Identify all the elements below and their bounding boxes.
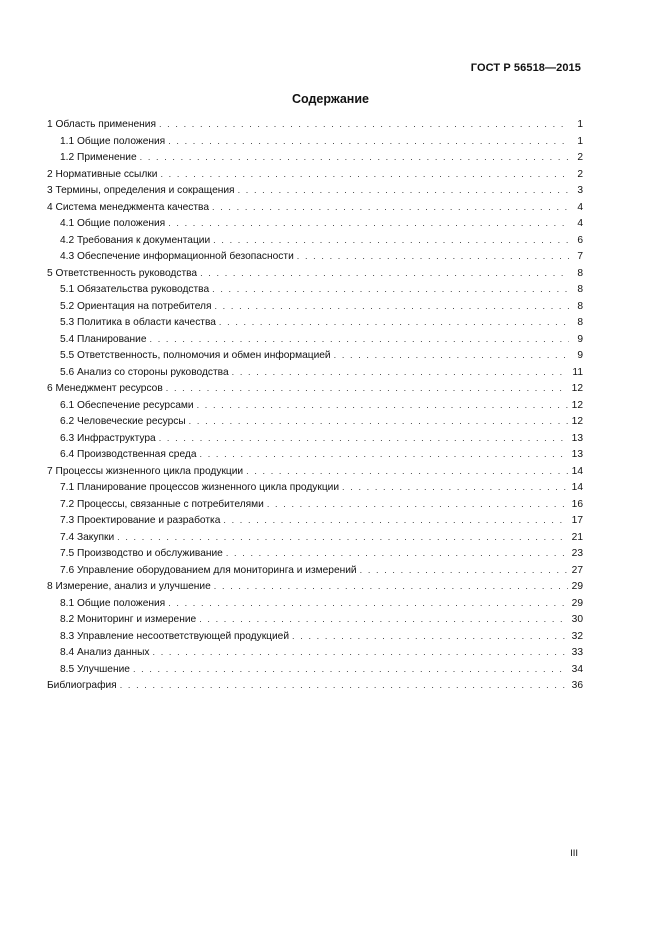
toc-entry[interactable] <box>47 499 583 516</box>
toc-dot-leader <box>200 268 569 278</box>
toc-dot-leader <box>342 482 568 492</box>
toc-entry[interactable] <box>47 152 583 169</box>
toc-entry[interactable] <box>47 383 583 400</box>
toc-entry-page: 4 <box>577 218 583 229</box>
toc-dot-leader <box>214 301 569 311</box>
table-of-contents <box>47 119 583 697</box>
toc-entry[interactable] <box>47 565 583 582</box>
toc-entry-page: 33 <box>571 647 583 658</box>
toc-entry[interactable] <box>47 614 583 631</box>
toc-entry[interactable] <box>47 301 583 318</box>
toc-entry-page: 30 <box>571 614 583 625</box>
toc-entry[interactable] <box>47 532 583 549</box>
toc-dot-leader <box>168 218 569 228</box>
toc-entry-label: 8.2 Мониторинг и измерение <box>60 614 197 625</box>
toc-entry-page: 7 <box>577 251 583 262</box>
toc-entry-label: 5.3 Политика в области качества <box>60 317 216 328</box>
toc-entry-page: 36 <box>571 680 583 691</box>
toc-entry-label: 8.3 Управление несоответствующей продукцией <box>60 630 290 642</box>
toc-dot-leader <box>168 136 569 146</box>
toc-dot-leader <box>160 169 569 179</box>
toc-entry-label: 4 Система менеджмента качества <box>47 201 210 213</box>
toc-entry-label: 7.3 Проектирование и разработка <box>60 515 221 526</box>
toc-entry-page: 2 <box>577 152 583 163</box>
toc-dot-leader <box>212 284 569 294</box>
toc-entry-page: 14 <box>571 465 583 477</box>
toc-entry-label: 1.2 Применение <box>60 152 137 163</box>
toc-entry-label: 4.2 Требования к документации <box>60 234 211 246</box>
toc-dot-leader <box>214 581 568 591</box>
toc-dot-leader <box>334 350 569 360</box>
toc-entry[interactable] <box>47 416 583 433</box>
toc-entry-label: 8 Измерение, анализ и улучшение <box>47 581 211 592</box>
toc-entry-label: 1 Область применения <box>47 119 156 130</box>
toc-entry[interactable] <box>47 548 583 565</box>
toc-entry[interactable] <box>47 598 583 615</box>
toc-entry[interactable] <box>47 119 583 136</box>
toc-entry[interactable] <box>47 433 583 450</box>
toc-entry-page: 9 <box>577 350 583 361</box>
toc-entry-label: 6.4 Производственная среда <box>60 449 197 460</box>
document-code: ГОСТ Р 56518—2015 <box>470 62 581 74</box>
toc-dot-leader <box>197 400 568 410</box>
toc-dot-leader <box>246 466 568 476</box>
toc-dot-leader <box>159 433 568 443</box>
toc-dot-leader <box>140 152 569 162</box>
toc-entry-page: 8 <box>577 317 583 328</box>
page-number: III <box>570 848 578 859</box>
toc-entry[interactable] <box>47 482 583 499</box>
toc-dot-leader <box>226 548 568 558</box>
toc-entry[interactable] <box>47 664 583 681</box>
toc-entry[interactable] <box>47 647 583 664</box>
toc-entry-label: 2 Нормативные ссылки <box>47 168 158 180</box>
toc-entry-page: 2 <box>577 168 583 180</box>
toc-entry-label: 4.1 Общие положения <box>60 218 166 229</box>
toc-entry-page: 12 <box>571 416 583 427</box>
toc-entry[interactable] <box>47 466 583 483</box>
toc-dot-leader <box>213 235 569 245</box>
toc-entry-label: 7.4 Закупки <box>60 531 115 543</box>
toc-entry[interactable] <box>47 268 583 285</box>
toc-entry[interactable] <box>47 367 583 384</box>
toc-entry-label: 4.3 Обеспечение информационной безопасности <box>60 251 294 262</box>
toc-dot-leader <box>168 598 567 608</box>
toc-entry-page: 11 <box>572 366 583 378</box>
toc-entry-page: 32 <box>571 630 583 642</box>
toc-entry-page: 29 <box>571 597 583 609</box>
toc-entry-page: 9 <box>577 333 583 345</box>
toc-entry-label: 5.5 Ответственность, полномочия и обмен информацией <box>60 350 331 361</box>
toc-entry-page: 21 <box>571 531 583 543</box>
toc-entry-label: 5 Ответственность руководства <box>47 267 198 279</box>
toc-entry-label: 6 Менеджмент ресурсов <box>47 383 163 394</box>
toc-entry[interactable] <box>47 680 583 697</box>
toc-dot-leader <box>238 185 569 195</box>
toc-entry-page: 29 <box>571 581 583 592</box>
toc-entry-page: 4 <box>577 201 583 213</box>
toc-entry-label: 7.6 Управление оборудованием для мониторинга и измерений <box>60 564 357 576</box>
toc-entry-label: 5.1 Обязательства руководства <box>60 284 210 295</box>
toc-entry[interactable] <box>47 235 583 252</box>
toc-entry-label: 3 Термины, определения и сокращения <box>47 185 235 196</box>
toc-entry[interactable] <box>47 400 583 417</box>
toc-dot-leader <box>292 631 568 641</box>
toc-dot-leader <box>153 647 568 657</box>
toc-dot-leader <box>159 119 569 129</box>
toc-entry-page: 13 <box>571 432 583 444</box>
toc-entry[interactable] <box>47 136 583 153</box>
toc-entry[interactable] <box>47 581 583 598</box>
toc-entry-label: 8.1 Общие положения <box>60 597 166 609</box>
toc-entry-page: 1 <box>577 135 583 147</box>
toc-dot-leader <box>189 416 568 426</box>
toc-dot-leader <box>219 317 569 327</box>
toc-entry-label: 5.6 Анализ со стороны руководства <box>60 366 229 378</box>
toc-entry-page: 3 <box>577 185 583 196</box>
toc-dot-leader <box>232 367 569 377</box>
toc-entry[interactable] <box>47 317 583 334</box>
toc-entry-label: 5.4 Планирование <box>60 333 147 345</box>
toc-dot-leader <box>117 532 568 542</box>
toc-entry-label: 8.5 Улучшение <box>60 663 130 675</box>
toc-entry[interactable] <box>47 284 583 301</box>
toc-entry-label: 7.5 Производство и обслуживание <box>60 548 223 559</box>
toc-entry-page: 16 <box>571 498 583 510</box>
toc-entry-label: 6.1 Обеспечение ресурсами <box>60 399 194 411</box>
toc-entry[interactable] <box>47 350 583 367</box>
toc-dot-leader <box>360 565 568 575</box>
toc-entry-page: 12 <box>571 399 583 411</box>
toc-entry[interactable] <box>47 202 583 219</box>
toc-dot-leader <box>150 334 569 344</box>
toc-entry-page: 14 <box>571 482 583 493</box>
toc-entry-page: 1 <box>577 119 583 130</box>
toc-entry-label: 7.1 Планирование процессов жизненного цикла продукции <box>60 482 340 493</box>
toc-entry-page: 12 <box>571 383 583 394</box>
toc-dot-leader <box>166 383 568 393</box>
toc-dot-leader <box>267 499 568 509</box>
toc-entry-label: 7 Процессы жизненного цикла продукции <box>47 465 244 477</box>
toc-entry-page: 8 <box>577 284 583 295</box>
toc-entry-label: 7.2 Процессы, связанные с потребителями <box>60 498 264 510</box>
toc-entry-page: 23 <box>571 548 583 559</box>
toc-entry-page: 8 <box>577 267 583 279</box>
toc-dot-leader <box>297 251 569 261</box>
toc-entry[interactable] <box>47 334 583 351</box>
toc-dot-leader <box>223 515 567 525</box>
toc-entry[interactable] <box>47 631 583 648</box>
toc-entry[interactable] <box>47 185 583 202</box>
toc-dot-leader <box>199 614 567 624</box>
toc-entry-label: Библиография <box>47 680 117 691</box>
toc-entry[interactable] <box>47 251 583 268</box>
toc-entry-page: 17 <box>571 515 583 526</box>
toc-entry[interactable] <box>47 449 583 466</box>
toc-entry-page: 34 <box>571 663 583 675</box>
toc-dot-leader <box>212 202 569 212</box>
toc-dot-leader <box>120 680 568 690</box>
toc-entry[interactable] <box>47 169 583 186</box>
toc-dot-leader <box>133 664 568 674</box>
toc-entry[interactable] <box>47 515 583 532</box>
toc-entry[interactable] <box>47 218 583 235</box>
toc-entry-label: 5.2 Ориентация на потребителя <box>60 300 212 312</box>
toc-dot-leader <box>200 449 568 459</box>
toc-entry-label: 1.1 Общие положения <box>60 135 166 147</box>
toc-entry-label: 8.4 Анализ данных <box>60 647 150 658</box>
toc-entry-label: 6.2 Человеческие ресурсы <box>60 416 186 427</box>
toc-entry-label: 6.3 Инфраструктура <box>60 432 156 444</box>
toc-entry-page: 6 <box>577 234 583 246</box>
page-title: Содержание <box>291 92 369 106</box>
toc-entry-page: 8 <box>577 300 583 312</box>
toc-entry-page: 13 <box>571 449 583 460</box>
toc-entry-page: 27 <box>571 564 583 576</box>
